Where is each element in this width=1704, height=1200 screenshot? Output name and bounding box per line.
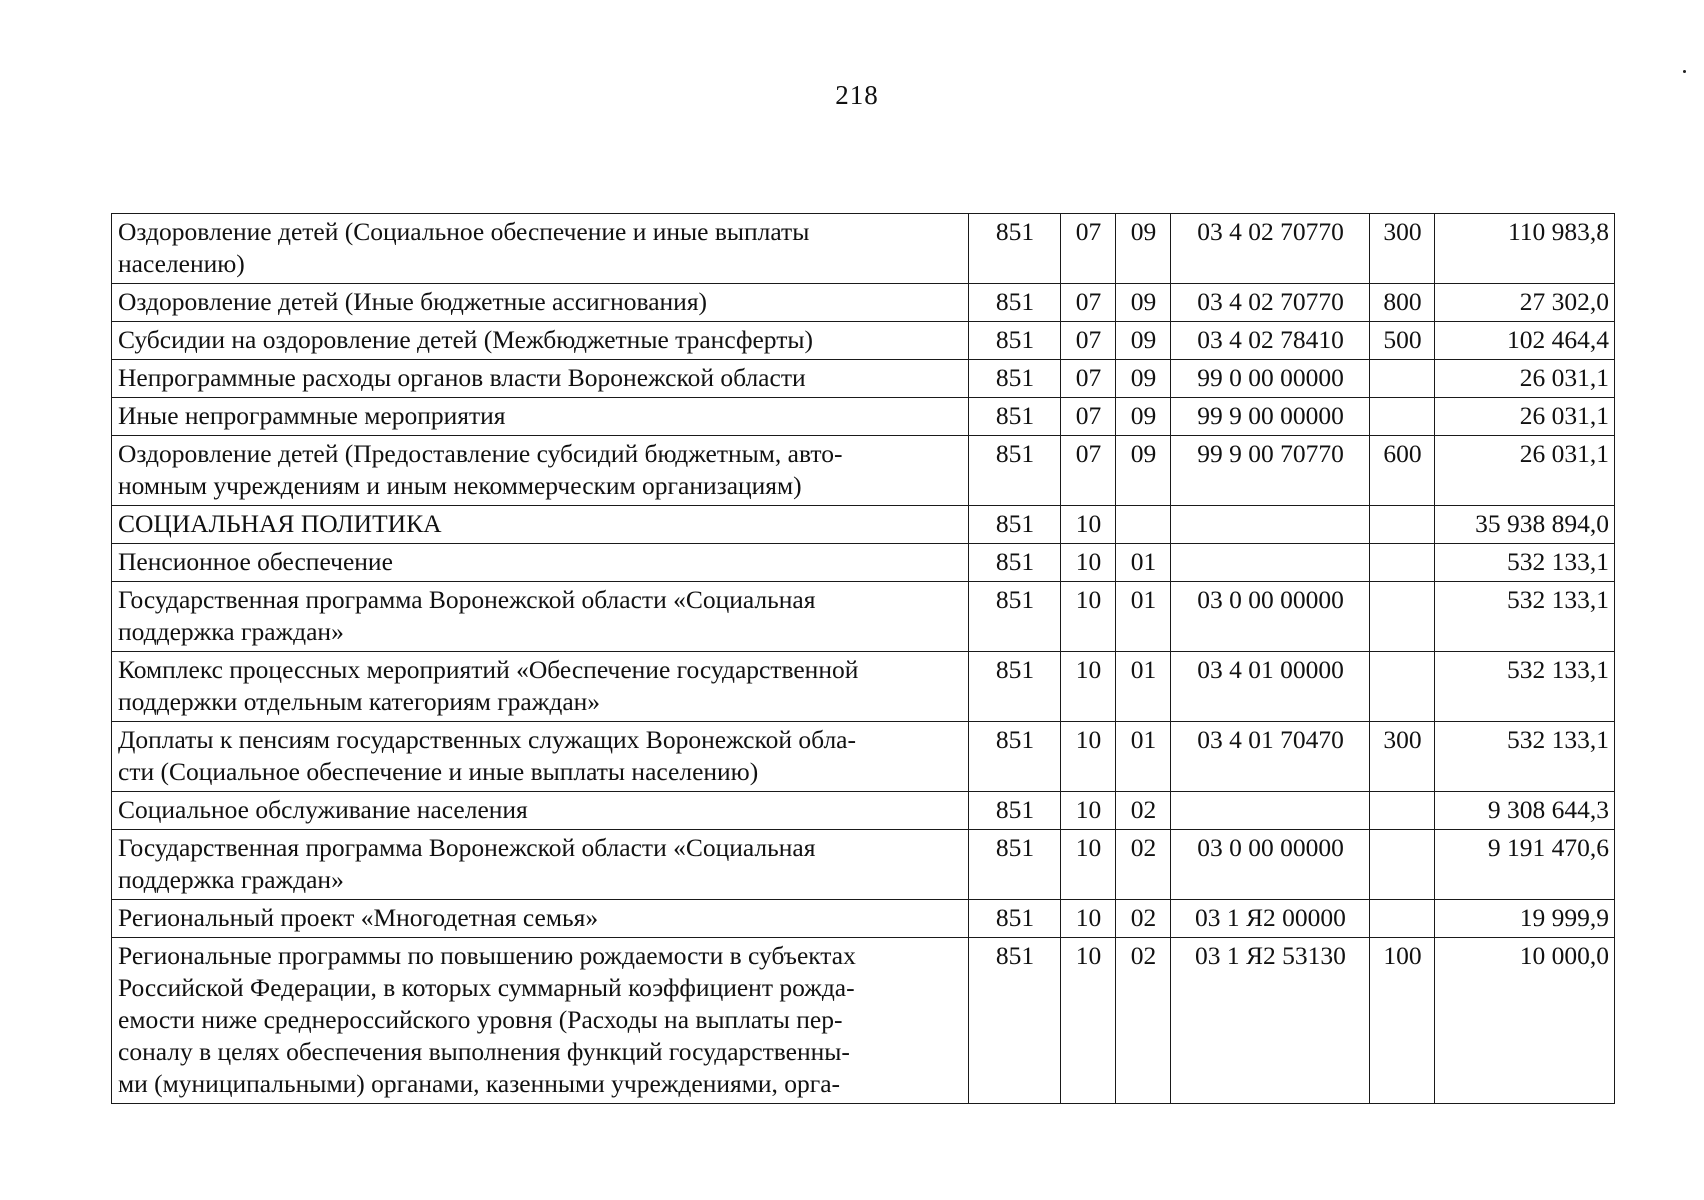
target-article-cell: 03 4 02 78410 [1171, 322, 1370, 360]
amount-cell: 9 191 470,6 [1435, 830, 1615, 900]
name-line: Региональный проект «Многодетная семья» [118, 903, 599, 932]
expense-type-cell [1370, 506, 1435, 544]
grbs-cell: 851 [969, 792, 1061, 830]
section-cell: 07 [1061, 360, 1116, 398]
name-line: Иные непрограммные мероприятия [118, 401, 506, 430]
target-article-cell: 03 1 Я2 53130 [1171, 938, 1370, 1104]
subsection-cell: 09 [1116, 322, 1171, 360]
name-line: поддержки отдельным категориям граждан» [118, 687, 601, 716]
name-line: емости ниже среднероссийского уровня (Расходы на выплаты пер- [118, 1005, 843, 1034]
target-article-cell [1171, 544, 1370, 582]
expense-type-cell [1370, 398, 1435, 436]
target-article-cell: 03 0 00 00000 [1171, 830, 1370, 900]
table-row [112, 544, 1615, 582]
amount-cell: 9 308 644,3 [1435, 792, 1615, 830]
name-cell [112, 436, 969, 506]
name-cell [112, 792, 969, 830]
amount-cell: 532 133,1 [1435, 652, 1615, 722]
grbs-cell: 851 [969, 938, 1061, 1104]
name-line: номным учреждениям и иным некоммерческим организациям) [118, 471, 802, 500]
name-line: Государственная программа Воронежской области «Социальная [118, 833, 816, 862]
table-row [112, 398, 1615, 436]
subsection-cell: 02 [1116, 900, 1171, 938]
grbs-cell: 851 [969, 544, 1061, 582]
name-cell [112, 652, 969, 722]
grbs-cell: 851 [969, 830, 1061, 900]
target-article-cell [1171, 506, 1370, 544]
grbs-cell: 851 [969, 214, 1061, 284]
grbs-cell: 851 [969, 322, 1061, 360]
subsection-cell: 01 [1116, 582, 1171, 652]
name-cell [112, 506, 969, 544]
grbs-cell: 851 [969, 436, 1061, 506]
name-cell [112, 830, 969, 900]
name-cell [112, 284, 969, 322]
table-row [112, 900, 1615, 938]
name-line: поддержка граждан» [118, 617, 344, 646]
table-row [112, 284, 1615, 322]
section-cell: 07 [1061, 214, 1116, 284]
grbs-cell: 851 [969, 398, 1061, 436]
subsection-cell: 09 [1116, 398, 1171, 436]
subsection-cell: 01 [1116, 722, 1171, 792]
section-cell: 10 [1061, 582, 1116, 652]
expense-type-cell [1370, 830, 1435, 900]
target-article-cell: 99 0 00 00000 [1171, 360, 1370, 398]
table-row [112, 792, 1615, 830]
amount-cell: 27 302,0 [1435, 284, 1615, 322]
table-row [112, 436, 1615, 506]
name-line: ми (муниципальными) органами, казенными учреждениями, орга- [118, 1069, 841, 1098]
table-row [112, 360, 1615, 398]
grbs-cell: 851 [969, 582, 1061, 652]
name-cell [112, 322, 969, 360]
name-cell [112, 544, 969, 582]
table-row [112, 722, 1615, 792]
target-article-cell: 99 9 00 00000 [1171, 398, 1370, 436]
name-line: Непрограммные расходы органов власти Воронежской области [118, 363, 806, 392]
name-line: Государственная программа Воронежской области «Социальная [118, 585, 816, 614]
subsection-cell: 09 [1116, 284, 1171, 322]
target-article-cell: 03 4 01 70470 [1171, 722, 1370, 792]
subsection-cell: 09 [1116, 436, 1171, 506]
name-line: Доплаты к пенсиям государственных служащих Воронежской обла- [118, 725, 856, 754]
table-row [112, 938, 1615, 1104]
section-cell: 10 [1061, 544, 1116, 582]
expense-type-cell: 100 [1370, 938, 1435, 1104]
target-article-cell: 03 1 Я2 00000 [1171, 900, 1370, 938]
name-cell [112, 360, 969, 398]
expense-type-cell: 600 [1370, 436, 1435, 506]
name-cell [112, 582, 969, 652]
grbs-cell: 851 [969, 284, 1061, 322]
section-cell: 10 [1061, 652, 1116, 722]
name-line: Российской Федерации, в которых суммарный коэффициент рожда- [118, 973, 855, 1002]
subsection-cell: 09 [1116, 214, 1171, 284]
subsection-cell: 01 [1116, 652, 1171, 722]
target-article-cell: 03 4 01 00000 [1171, 652, 1370, 722]
section-cell: 10 [1061, 830, 1116, 900]
name-cell [112, 900, 969, 938]
target-article-cell: 99 9 00 70770 [1171, 436, 1370, 506]
name-cell [112, 938, 969, 1104]
amount-cell: 102 464,4 [1435, 322, 1615, 360]
amount-cell: 19 999,9 [1435, 900, 1615, 938]
name-line: Региональные программы по повышению рождаемости в субъектах [118, 941, 856, 970]
grbs-cell: 851 [969, 652, 1061, 722]
expense-type-cell [1370, 792, 1435, 830]
subsection-cell: 02 [1116, 830, 1171, 900]
name-line: Пенсионное обеспечение [118, 547, 393, 576]
name-line: Оздоровление детей (Предоставление субсидий бюджетным, авто- [118, 439, 843, 468]
amount-cell: 110 983,8 [1435, 214, 1615, 284]
table-body [112, 214, 1615, 1104]
name-line: сти (Социальное обеспечение и иные выплаты населению) [118, 757, 759, 786]
subsection-cell [1116, 506, 1171, 544]
name-line: Оздоровление детей (Иные бюджетные ассигнования) [118, 287, 708, 316]
expense-type-cell [1370, 652, 1435, 722]
expense-type-cell: 800 [1370, 284, 1435, 322]
grbs-cell: 851 [969, 900, 1061, 938]
table-row [112, 506, 1615, 544]
name-line: Субсидии на оздоровление детей (Межбюджетные трансферты) [118, 325, 813, 354]
name-line: поддержка граждан» [118, 865, 344, 894]
subsection-cell: 09 [1116, 360, 1171, 398]
amount-cell: 26 031,1 [1435, 360, 1615, 398]
amount-cell: 10 000,0 [1435, 938, 1615, 1104]
name-line: СОЦИАЛЬНАЯ ПОЛИТИКА [118, 509, 442, 538]
table-row [112, 214, 1615, 284]
section-cell: 10 [1061, 900, 1116, 938]
table-row [112, 582, 1615, 652]
section-cell: 10 [1061, 938, 1116, 1104]
subsection-cell: 01 [1116, 544, 1171, 582]
amount-cell: 532 133,1 [1435, 722, 1615, 792]
name-cell [112, 722, 969, 792]
expense-type-cell [1370, 544, 1435, 582]
grbs-cell: 851 [969, 360, 1061, 398]
section-cell: 07 [1061, 398, 1116, 436]
scan-speck [1683, 70, 1686, 73]
expense-type-cell [1370, 582, 1435, 652]
amount-cell: 35 938 894,0 [1435, 506, 1615, 544]
expense-type-cell: 300 [1370, 722, 1435, 792]
amount-cell: 532 133,1 [1435, 544, 1615, 582]
target-article-cell: 03 4 02 70770 [1171, 214, 1370, 284]
name-line: Оздоровление детей (Социальное обеспечение и иные выплаты [118, 217, 810, 246]
expense-type-cell [1370, 900, 1435, 938]
table-row [112, 322, 1615, 360]
section-cell: 10 [1061, 792, 1116, 830]
name-cell [112, 398, 969, 436]
expense-type-cell: 500 [1370, 322, 1435, 360]
grbs-cell: 851 [969, 506, 1061, 544]
name-line: соналу в целях обеспечения выполнения функций государственны- [118, 1037, 850, 1066]
name-line: населению) [118, 249, 245, 278]
table-row [112, 830, 1615, 900]
page-number: 218 [835, 80, 879, 110]
section-cell: 10 [1061, 506, 1116, 544]
subsection-cell: 02 [1116, 938, 1171, 1104]
name-line: Комплекс процессных мероприятий «Обеспечение государственной [118, 655, 859, 684]
amount-cell: 26 031,1 [1435, 398, 1615, 436]
section-cell: 10 [1061, 722, 1116, 792]
expense-type-cell: 300 [1370, 214, 1435, 284]
section-cell: 07 [1061, 436, 1116, 506]
target-article-cell: 03 4 02 70770 [1171, 284, 1370, 322]
name-cell [112, 214, 969, 284]
expense-type-cell [1370, 360, 1435, 398]
section-cell: 07 [1061, 284, 1116, 322]
subsection-cell: 02 [1116, 792, 1171, 830]
section-cell: 07 [1061, 322, 1116, 360]
grbs-cell: 851 [969, 722, 1061, 792]
budget-table [111, 213, 1615, 1104]
table-row [112, 652, 1615, 722]
amount-cell: 26 031,1 [1435, 436, 1615, 506]
name-line: Социальное обслуживание населения [118, 795, 528, 824]
target-article-cell [1171, 792, 1370, 830]
target-article-cell: 03 0 00 00000 [1171, 582, 1370, 652]
amount-cell: 532 133,1 [1435, 582, 1615, 652]
